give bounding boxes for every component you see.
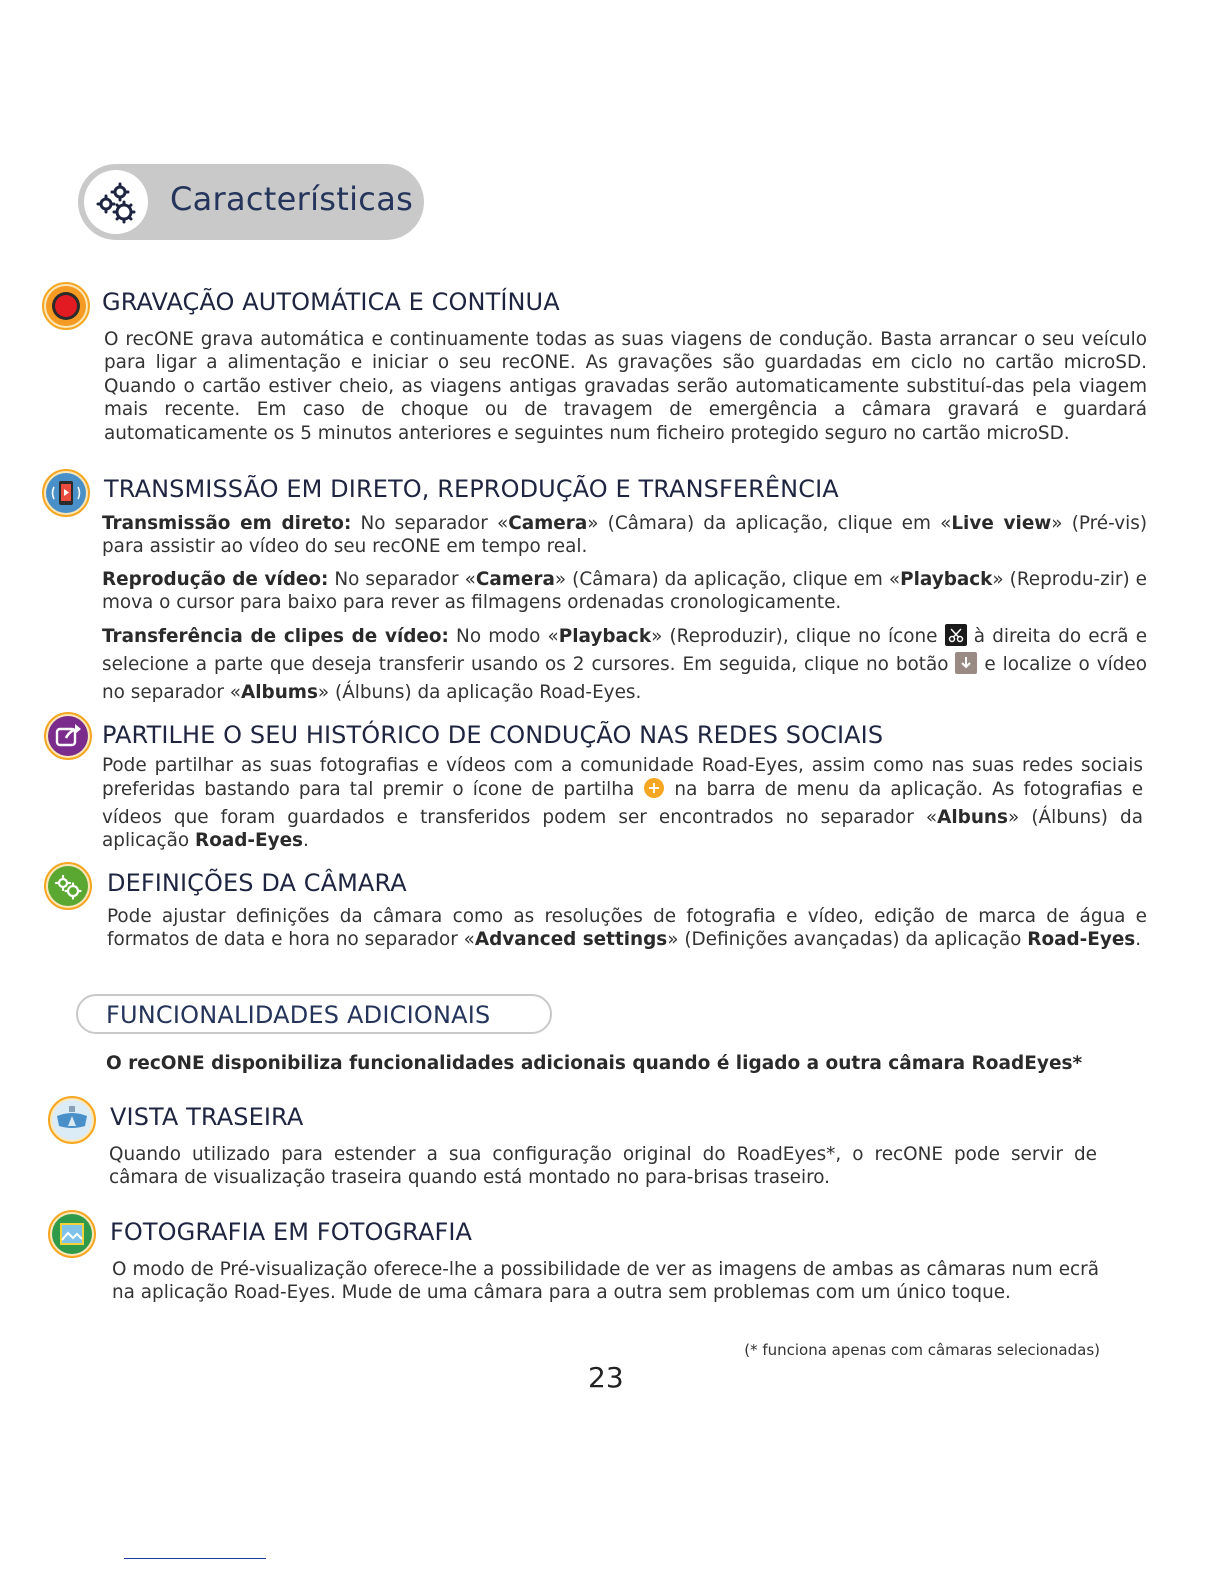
playback-name: Playback — [558, 626, 652, 647]
live-view-paragraph — [102, 512, 1147, 559]
transfer-label: Transferência de clipes de vídeo: — [102, 626, 449, 647]
rearview-text: Quando utilizado para estender a sua configuração original do RoadEyes*, o recONE pode servir de câmara de visualização traseira quando está montado no para-brisas traseiro. — [109, 1144, 1097, 1189]
additional-features-title: FUNCIONALIDADES ADICIONAIS — [106, 1001, 491, 1029]
app-name: Road-Eyes — [195, 830, 304, 852]
playback-label: Reprodução de vídeo: — [102, 569, 329, 590]
text-fragment: » (Pré-vis) para assistir ao vídeo do seu recONE em tempo real. — [102, 513, 1147, 558]
text-fragment: . — [303, 830, 309, 852]
additional-features-intro: O recONE disponibiliza funcionalidades adicionais quando é ligado a outra câmara RoadEyes* — [106, 1053, 1083, 1074]
text-fragment: » (Álbuns) da aplicação — [102, 806, 1143, 852]
camera-tab-name: Camera — [475, 569, 555, 590]
bottom-divider — [124, 1558, 266, 1559]
scissors-icon — [945, 624, 967, 652]
section-title-settings: DEFINIÇÕES DA CÂMARA — [107, 869, 407, 897]
text-fragment: No separador « — [351, 513, 509, 534]
text-fragment: » (Reproduzir), clique no ícone — [651, 626, 945, 647]
section-title-recording: GRAVAÇÃO AUTOMÁTICA E CONTÍNUA — [102, 288, 560, 316]
share-plus-icon — [643, 777, 665, 805]
text-fragment: à direita do ecrã e selecione a parte que deseja transferir usando os 2 cursores. Em seguida, clique no botão — [102, 626, 1148, 676]
text-fragment: na barra de menu da aplicação. As fotografias e vídeos que foram guardados e transferidos podem ser encontrados no separador « — [102, 779, 1144, 828]
additional-features-header — [76, 994, 552, 1034]
playback-name: Playback — [900, 569, 993, 590]
recording-text: O recONE grava automática e continuamente todas as suas viagens de condução. Basta arrancar o seu veículo para ligar a alimentação e iniciar o seu recONE. As gravações são guardadas em ciclo no cartão microSD. Quando o cartão estiver cheio, as viagens antigas gravadas serão automaticamente substituí-das pela viagem mais recente. Em caso de choque ou de travagem de emergência a câmara gravará e guardará automaticamente os 5 minutos anteriores e seguintes num ficheiro protegido seguro no cartão microSD. — [104, 329, 1147, 444]
text-fragment: » (Câmara) da aplicação, clique em « — [554, 569, 901, 590]
camera-tab-name: Camera — [508, 513, 588, 534]
footnote: (* funciona apenas com câmaras selecionadas) — [744, 1341, 1100, 1359]
share-icon — [44, 712, 92, 760]
text-fragment: . — [1135, 929, 1142, 951]
text-fragment: Pode ajustar definições da câmara como as resoluções de fotografia e vídeo, edição de marca de água e formatos de data e hora no separador « — [107, 906, 1147, 951]
albums-tab-name: Albums — [241, 681, 318, 703]
download-icon — [955, 652, 977, 680]
text-fragment: » (Reprodu-zir) e mova o cursor para baixo para rever as filmagens ordenadas cronologicamente. — [102, 569, 1147, 614]
text-fragment: » (Câmara) da aplicação, clique em « — [587, 513, 952, 534]
settings-text — [107, 905, 1147, 952]
rear-mirror-icon — [48, 1096, 96, 1144]
advanced-settings-name: Advanced settings — [474, 929, 668, 951]
pip-text: O modo de Pré-visualização oferece-lhe a possibilidade de ver as imagens de ambas as câmaras num ecrã na aplicação Road-Eyes. Mude de uma câmara para a outra sem problemas com um único toque. — [112, 1259, 1099, 1304]
share-text — [102, 754, 1143, 853]
section-title-rearview: VISTA TRASEIRA — [110, 1103, 304, 1131]
section-title-share: PARTILHE O SEU HISTÓRICO DE CONDUÇÃO NAS REDES SOCIAIS — [102, 721, 884, 749]
settings-gear-icon — [44, 862, 92, 910]
text-fragment: » (Definições avançadas) da aplicação — [667, 929, 1028, 951]
section-title-pip: FOTOGRAFIA EM FOTOGRAFIA — [110, 1218, 473, 1246]
text-fragment: e localize o vídeo no separador « — [102, 654, 1147, 703]
section-header — [78, 164, 424, 240]
text-fragment: No separador « — [328, 569, 476, 590]
live-view-label: Transmissão em direto: — [102, 513, 352, 534]
page-title: Características — [170, 180, 414, 218]
phone-stream-icon — [42, 469, 90, 517]
record-icon — [42, 282, 90, 330]
app-name: Road-Eyes — [1027, 929, 1136, 951]
text-fragment: » (Álbuns) da aplicação Road-Eyes. — [317, 681, 642, 703]
live-view-name: Live view — [951, 513, 1052, 534]
section-title-streaming: TRANSMISSÃO EM DIRETO, REPRODUÇÃO E TRANSFERÊNCIA — [104, 475, 839, 503]
albums-tab-name: Albuns — [937, 806, 1008, 828]
gears-icon — [84, 170, 148, 234]
transfer-paragraph — [102, 624, 1147, 704]
playback-paragraph — [102, 568, 1147, 615]
picture-icon — [48, 1210, 96, 1258]
text-fragment: Pode partilhar as suas fotografias e vídeos com a comunidade Road-Eyes, assim como nas suas redes sociais preferidas bastando para tal premir o ícone de partilha — [102, 755, 1143, 801]
text-fragment: No modo « — [448, 626, 559, 647]
page-number: 23 — [588, 1361, 624, 1394]
